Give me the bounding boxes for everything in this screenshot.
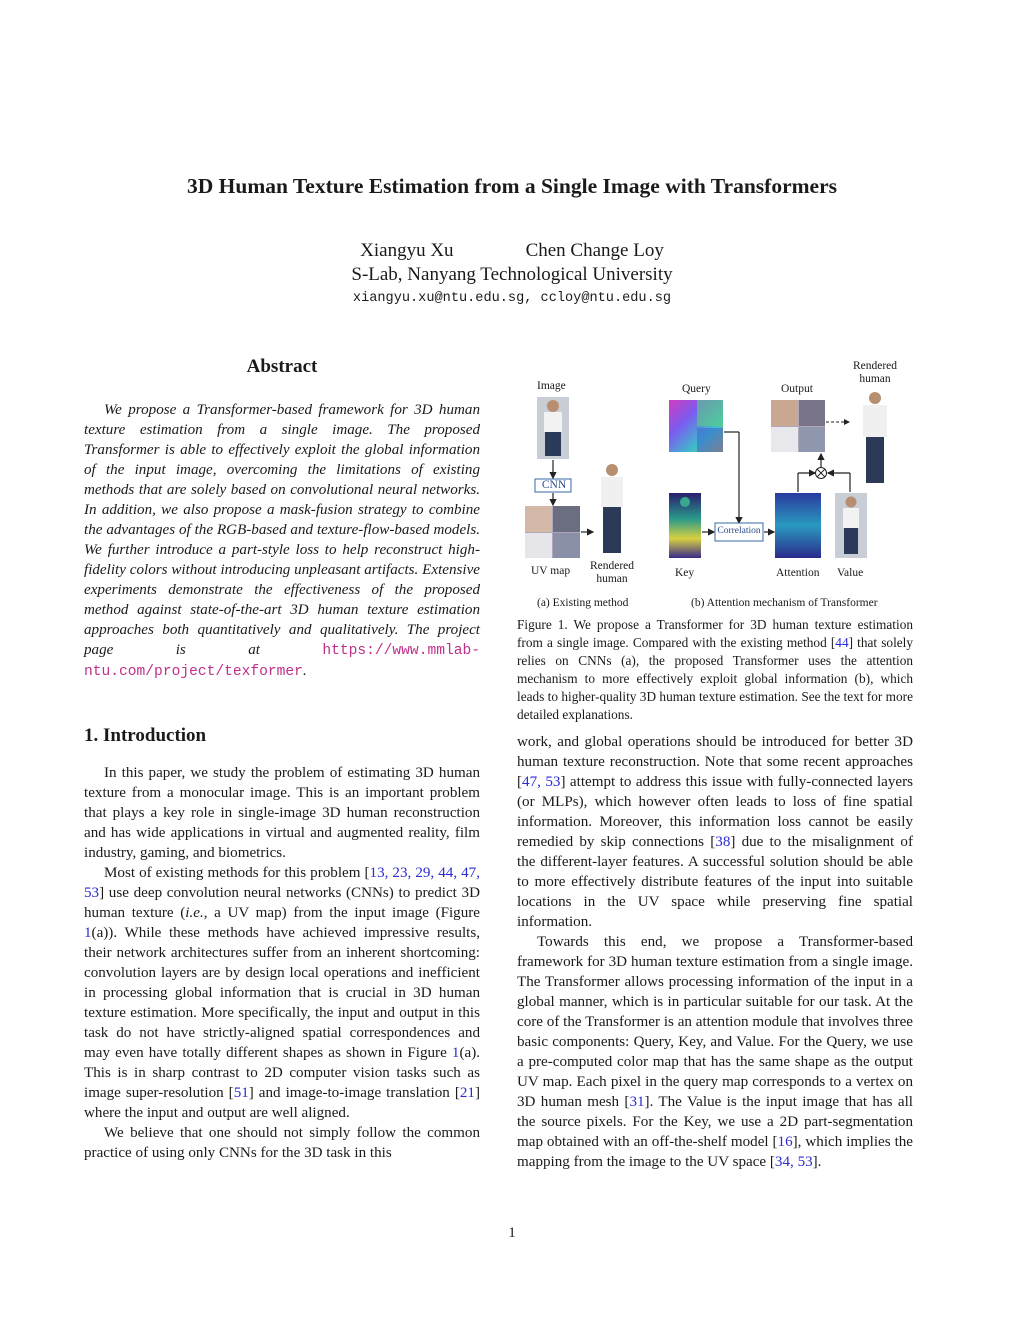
rendered-human-b: [863, 392, 887, 483]
citation-link[interactable]: 34, 53: [774, 1154, 813, 1170]
left-column: [84, 354, 480, 1163]
output-uv-map: [771, 400, 825, 452]
figure-ref-link[interactable]: 1: [451, 1045, 460, 1061]
label-subfigure-b: (b) Attention mechanism of Transformer: [691, 597, 878, 609]
citation-link[interactable]: 51: [233, 1085, 249, 1101]
citation-link[interactable]: 38: [715, 834, 731, 850]
label-output: Output: [781, 383, 813, 395]
abstract-end: .: [302, 663, 307, 679]
intro-paragraph-1: In this paper, we study the problem of estimating 3D human texture from a monocular image. This is an important problem that plays a key role in single-image 3D human reconstruction and has wide applications in virtual and augmented reality, film industry, gaming, and biometrics.: [84, 765, 480, 861]
value-image: [835, 493, 867, 558]
label-value: Value: [837, 567, 864, 579]
label-correlation: Correlation: [717, 526, 761, 536]
author-1: Xiangyu Xu: [360, 240, 454, 261]
label-attention: Attention: [776, 567, 820, 579]
affiliation: S-Lab, Nanyang Technological University: [351, 264, 673, 285]
abstract-body: We propose a Transformer-based framework for 3D human texture estimation from a single image. The proposed Transformer is able to effectively exploit the global information of the input image, overcoming the limitations of existing methods that are solely based on convolutional neural networks. In addition, we also propose a mask-fusion strategy to combine the advantages of the RGB-based and texture-flow-based models. We further introduce a part-style loss to help reconstruct high-fidelity colors without introducing unpleasant artifacts. Extensive experiments demonstrate the effectiveness of the proposed method against state-of-the-art 3D human texture estimation approaches both quantitatively and qualitatively. The project page is at: [84, 402, 480, 658]
project-url-link[interactable]: https://www.mmlab-ntu.com/project/texformer: [84, 643, 480, 680]
label-rendered-human-a: Rendered human: [589, 560, 635, 585]
figure-1-caption: Figure 1. We propose a Transformer for 3D human texture estimation from a single image. Compared with the existing method [44] that solely relies on CNNs (a), the proposed Transformer uses the attention mechanism to more effectively exploit global information (b), which leads to higher-quality 3D human texture estimation. See the text for more detailed explanations.: [517, 617, 914, 722]
citation-link[interactable]: 21: [459, 1085, 475, 1101]
intro-paragraph-2: Most of existing methods for this problem [13, 23, 29, 44, 47, 53] use deep convolution neural networks (CNNs) to predict 3D human texture (i.e., a UV map) from the input image (Figure 1(a)). While these methods have achieved impressive results, their network architectures suffer from an inherent shortcoming: convolution layers are by design local operations and inefficient in processing global information that is crucial in 3D human texture estimation. More specifically, the input and output in this task do not have strictly-aligned spatial correspondences and may even have totally different shapes as shown in Figure 1(a). This is in sharp contrast to 2D computer vision tasks such as image super-resolution [51] and image-to-image translation [21] where the input and output are well aligned.: [84, 865, 481, 1121]
input-image-a: [537, 397, 569, 459]
abstract-text: [84, 400, 480, 682]
emails: xiangyu.xu@ntu.edu.sg, ccloy@ntu.edu.sg: [352, 291, 672, 306]
intro-heading: 1. Introduction: [84, 725, 207, 746]
citation-link[interactable]: 16: [777, 1134, 793, 1150]
intro-paragraph-3: We believe that one should not simply follow the common practice of using only CNNs for the 3D task in this: [84, 1125, 480, 1161]
authors: [0, 240, 1024, 262]
paper-title: 3D Human Texture Estimation from a Single Image with Transformers: [187, 174, 837, 198]
citation-link[interactable]: 44: [835, 635, 849, 650]
rendered-human-a: [601, 464, 623, 553]
key-map: [669, 493, 701, 558]
label-subfigure-a: (a) Existing method: [537, 597, 629, 609]
citation-link[interactable]: 13, 23, 29, 44, 47, 53: [84, 865, 481, 901]
right-column: [517, 360, 913, 1172]
label-key: Key: [675, 567, 695, 579]
label-rendered-human-b: Rendered human: [852, 360, 898, 385]
right-paragraph-1: work, and global operations should be introduced for better 3D human texture reconstruction. Note that some recent approaches [47, 53] attempt to address this issue with fully-connected layers (or MLPs), which however often leads to loss of fine spatial information. Moreover, this information loss cannot be easily remedied by skip connections [38] due to the misalignment of the different-layer features. A successful solution should be able to more effectively distribute features of the input into suitable locations in the UV space while preserving fine spatial information.: [517, 734, 914, 930]
label-image: Image: [537, 380, 566, 392]
uv-map-image: [525, 506, 580, 558]
right-paragraph-2: Towards this end, we propose a Transformer-based framework for 3D human texture estimation from a single image. The Transformer allows processing information of the input in a global manner, which is in particular suitable for our task. At the core of the Transformer is an attention module that involves three basic components: Query, Key, and Value. For the Query, we use a pre-computed color map that has the same shape as the output UV map. Each pixel in the query map corresponds to a vertex on 3D human mesh [31]. The Value is the input image that has all the source pixels. For the Key, we use a 2D part-segmentation map obtained with an off-the-shelf model [16], which implies the mapping from the image to the UV space [34, 53].: [517, 934, 914, 1170]
label-uv-map: UV map: [531, 565, 571, 577]
attention-map: [775, 493, 821, 558]
figure-1: [517, 360, 913, 616]
author-2: Chen Change Loy: [525, 240, 664, 261]
query-map: [669, 400, 723, 452]
label-cnn: CNN: [541, 479, 567, 491]
abstract-heading: Abstract: [246, 356, 318, 377]
citation-link[interactable]: 47, 53: [522, 774, 561, 790]
page-number: 1: [508, 1225, 516, 1241]
citation-link[interactable]: 31: [629, 1094, 645, 1110]
figure-ref-link[interactable]: 1: [84, 925, 92, 941]
label-query: Query: [682, 383, 711, 395]
